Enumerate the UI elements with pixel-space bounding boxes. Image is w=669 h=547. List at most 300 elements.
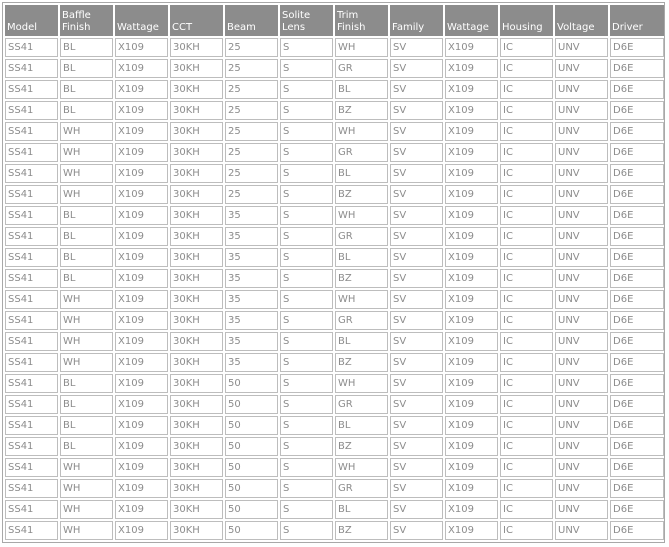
table-cell: X109 <box>445 353 498 372</box>
table-cell: UNV <box>555 311 608 330</box>
table-cell: S <box>280 101 333 120</box>
table-cell: IC <box>500 122 553 141</box>
table-cell: X109 <box>445 269 498 288</box>
table-cell: X109 <box>445 185 498 204</box>
table-cell: X109 <box>445 80 498 99</box>
table-cell: BL <box>60 206 113 225</box>
table-cell: BL <box>335 80 388 99</box>
table-cell: SS41 <box>5 206 58 225</box>
table-cell: D6E <box>610 290 664 309</box>
table-cell: IC <box>500 59 553 78</box>
table-cell: S <box>280 38 333 57</box>
column-header-baffle-finish: Baffle Finish <box>60 5 113 36</box>
table-cell: UNV <box>555 353 608 372</box>
table-cell: S <box>280 185 333 204</box>
table-cell: BL <box>60 395 113 414</box>
table-cell: IC <box>500 269 553 288</box>
table-cell: X109 <box>445 521 498 540</box>
table-cell: D6E <box>610 395 664 414</box>
table-cell: X109 <box>115 479 168 498</box>
table-cell: GR <box>335 479 388 498</box>
table-cell: D6E <box>610 248 664 267</box>
table-cell: IC <box>500 374 553 393</box>
table-cell: SS41 <box>5 101 58 120</box>
table-cell: 35 <box>225 269 278 288</box>
table-cell: BZ <box>335 185 388 204</box>
table-cell: X109 <box>445 206 498 225</box>
table-cell: WH <box>60 164 113 183</box>
table-cell: S <box>280 227 333 246</box>
table-cell: 30KH <box>170 458 223 477</box>
table-cell: D6E <box>610 374 664 393</box>
table-cell: SV <box>390 80 443 99</box>
table-cell: SV <box>390 38 443 57</box>
table-cell: SS41 <box>5 38 58 57</box>
table-cell: 30KH <box>170 374 223 393</box>
table-cell: UNV <box>555 101 608 120</box>
table-cell: X109 <box>445 101 498 120</box>
table-row <box>5 374 664 393</box>
table-row <box>5 437 664 456</box>
table-cell: BZ <box>335 521 388 540</box>
table-cell: 30KH <box>170 59 223 78</box>
table-cell: D6E <box>610 206 664 225</box>
table-cell: SS41 <box>5 500 58 519</box>
table-cell: 30KH <box>170 311 223 330</box>
table-cell: D6E <box>610 500 664 519</box>
table-cell: S <box>280 59 333 78</box>
table-cell: X109 <box>445 248 498 267</box>
table-cell: BL <box>335 164 388 183</box>
table-cell: X109 <box>115 374 168 393</box>
table-cell: SV <box>390 185 443 204</box>
table-cell: IC <box>500 164 553 183</box>
table-row <box>5 458 664 477</box>
table-cell: WH <box>60 122 113 141</box>
table-row <box>5 500 664 519</box>
table-cell: IC <box>500 479 553 498</box>
table-cell: 25 <box>225 59 278 78</box>
table-cell: S <box>280 521 333 540</box>
table-cell: UNV <box>555 143 608 162</box>
table-cell: UNV <box>555 374 608 393</box>
table-cell: GR <box>335 227 388 246</box>
table-cell: SV <box>390 374 443 393</box>
table-row <box>5 353 664 372</box>
table-cell: WH <box>335 458 388 477</box>
table-cell: 50 <box>225 458 278 477</box>
table-cell: 30KH <box>170 353 223 372</box>
table-cell: UNV <box>555 500 608 519</box>
table-cell: 30KH <box>170 437 223 456</box>
table-cell: BL <box>60 80 113 99</box>
table-cell: X109 <box>445 479 498 498</box>
table-cell: SV <box>390 458 443 477</box>
table-cell: WH <box>60 143 113 162</box>
table-cell: BL <box>60 101 113 120</box>
table-cell: BZ <box>335 353 388 372</box>
table-cell: 35 <box>225 353 278 372</box>
table-cell: 50 <box>225 437 278 456</box>
table-cell: SS41 <box>5 458 58 477</box>
table-cell: SS41 <box>5 416 58 435</box>
table-cell: WH <box>60 332 113 351</box>
table-body <box>5 38 664 540</box>
table-cell: SS41 <box>5 479 58 498</box>
table-cell: UNV <box>555 38 608 57</box>
table-cell: X109 <box>115 437 168 456</box>
table-cell: SS41 <box>5 80 58 99</box>
table-cell: X109 <box>445 38 498 57</box>
table-cell: 35 <box>225 332 278 351</box>
table-row <box>5 269 664 288</box>
column-header-family: Family <box>390 5 443 36</box>
table-cell: X109 <box>445 458 498 477</box>
table-cell: S <box>280 122 333 141</box>
table-cell: D6E <box>610 227 664 246</box>
table-cell: SS41 <box>5 227 58 246</box>
table-cell: 50 <box>225 416 278 435</box>
table-cell: S <box>280 353 333 372</box>
table-cell: SS41 <box>5 269 58 288</box>
table-cell: SS41 <box>5 437 58 456</box>
table-cell: S <box>280 269 333 288</box>
table-cell: BL <box>60 59 113 78</box>
table-cell: X109 <box>445 416 498 435</box>
table-cell: SS41 <box>5 290 58 309</box>
table-cell: SV <box>390 59 443 78</box>
table-cell: SV <box>390 143 443 162</box>
table-row <box>5 122 664 141</box>
table-row <box>5 80 664 99</box>
table-cell: X109 <box>115 206 168 225</box>
table-cell: S <box>280 395 333 414</box>
table-cell: UNV <box>555 395 608 414</box>
table-cell: UNV <box>555 437 608 456</box>
table-cell: IC <box>500 248 553 267</box>
table-cell: S <box>280 458 333 477</box>
table-cell: 30KH <box>170 500 223 519</box>
table-cell: UNV <box>555 521 608 540</box>
table-cell: S <box>280 143 333 162</box>
table-cell: SV <box>390 290 443 309</box>
column-header-beam: Beam <box>225 5 278 36</box>
table-row <box>5 311 664 330</box>
table-cell: D6E <box>610 38 664 57</box>
table-row <box>5 206 664 225</box>
table-cell: X109 <box>445 143 498 162</box>
table-cell: 30KH <box>170 143 223 162</box>
table-cell: WH <box>335 38 388 57</box>
table-cell: X109 <box>115 101 168 120</box>
table-cell: SS41 <box>5 311 58 330</box>
table-cell: BL <box>60 374 113 393</box>
table-cell: S <box>280 479 333 498</box>
table-cell: SS41 <box>5 374 58 393</box>
table-cell: 50 <box>225 521 278 540</box>
table-cell: 30KH <box>170 290 223 309</box>
table-cell: WH <box>60 353 113 372</box>
table-cell: BL <box>60 437 113 456</box>
table-cell: IC <box>500 143 553 162</box>
table-cell: WH <box>335 122 388 141</box>
table-cell: UNV <box>555 206 608 225</box>
table-cell: X109 <box>115 269 168 288</box>
table-cell: UNV <box>555 122 608 141</box>
table-cell: SV <box>390 521 443 540</box>
table-cell: SS41 <box>5 122 58 141</box>
table-row <box>5 143 664 162</box>
table-cell: UNV <box>555 458 608 477</box>
table-cell: UNV <box>555 227 608 246</box>
table-cell: 30KH <box>170 80 223 99</box>
table-cell: X109 <box>115 185 168 204</box>
table-cell: BL <box>60 269 113 288</box>
table-cell: BZ <box>335 437 388 456</box>
table-cell: S <box>280 416 333 435</box>
table-row <box>5 164 664 183</box>
table-cell: X109 <box>115 122 168 141</box>
table-row <box>5 416 664 435</box>
table-cell: IC <box>500 353 553 372</box>
table-row <box>5 59 664 78</box>
table-cell: 30KH <box>170 479 223 498</box>
table-cell: BL <box>335 500 388 519</box>
table-row <box>5 290 664 309</box>
table-cell: X109 <box>115 80 168 99</box>
table-cell: 25 <box>225 38 278 57</box>
table-cell: IC <box>500 38 553 57</box>
table-cell: X109 <box>445 59 498 78</box>
table-cell: SV <box>390 479 443 498</box>
table-cell: 30KH <box>170 395 223 414</box>
table-cell: X109 <box>115 332 168 351</box>
table-cell: 50 <box>225 395 278 414</box>
column-header-cct: CCT <box>170 5 223 36</box>
table-row <box>5 101 664 120</box>
table-cell: SV <box>390 416 443 435</box>
table-cell: D6E <box>610 269 664 288</box>
table-cell: WH <box>60 479 113 498</box>
table-cell: SS41 <box>5 164 58 183</box>
table-cell: IC <box>500 332 553 351</box>
table-cell: D6E <box>610 101 664 120</box>
table-cell: 30KH <box>170 332 223 351</box>
table-cell: X109 <box>115 521 168 540</box>
table-cell: 25 <box>225 164 278 183</box>
table-cell: 30KH <box>170 269 223 288</box>
table-cell: D6E <box>610 143 664 162</box>
table-cell: UNV <box>555 269 608 288</box>
table-cell: UNV <box>555 80 608 99</box>
table-cell: 35 <box>225 248 278 267</box>
column-header-housing: Housing <box>500 5 553 36</box>
ordering-table-frame <box>2 2 665 543</box>
table-cell: WH <box>60 521 113 540</box>
table-cell: WH <box>335 374 388 393</box>
table-cell: X109 <box>115 290 168 309</box>
table-cell: X109 <box>445 290 498 309</box>
table-row <box>5 185 664 204</box>
table-cell: SV <box>390 437 443 456</box>
table-cell: UNV <box>555 332 608 351</box>
table-cell: D6E <box>610 479 664 498</box>
table-cell: UNV <box>555 59 608 78</box>
table-cell: 30KH <box>170 521 223 540</box>
table-cell: BL <box>335 416 388 435</box>
table-cell: SV <box>390 122 443 141</box>
table-cell: X109 <box>445 164 498 183</box>
table-cell: X109 <box>115 458 168 477</box>
table-cell: BL <box>60 227 113 246</box>
table-cell: 35 <box>225 311 278 330</box>
table-cell: 30KH <box>170 227 223 246</box>
table-cell: X109 <box>445 122 498 141</box>
table-cell: SS41 <box>5 521 58 540</box>
table-cell: 30KH <box>170 164 223 183</box>
table-cell: X109 <box>445 332 498 351</box>
table-row <box>5 521 664 540</box>
table-cell: SV <box>390 164 443 183</box>
table-cell: X109 <box>115 38 168 57</box>
table-cell: IC <box>500 206 553 225</box>
table-cell: BZ <box>335 269 388 288</box>
table-cell: IC <box>500 101 553 120</box>
table-cell: 30KH <box>170 185 223 204</box>
column-header-model: Model <box>5 5 58 36</box>
table-cell: S <box>280 206 333 225</box>
table-cell: SS41 <box>5 395 58 414</box>
table-cell: IC <box>500 185 553 204</box>
table-cell: 50 <box>225 479 278 498</box>
table-cell: SV <box>390 500 443 519</box>
table-cell: IC <box>500 227 553 246</box>
table-cell: X109 <box>445 437 498 456</box>
table-cell: WH <box>60 500 113 519</box>
table-cell: UNV <box>555 479 608 498</box>
table-cell: BL <box>60 38 113 57</box>
table-cell: X109 <box>115 164 168 183</box>
table-row <box>5 479 664 498</box>
header-row <box>5 5 664 36</box>
table-cell: 30KH <box>170 416 223 435</box>
column-header-driver: Driver <box>610 5 664 36</box>
table-cell: SV <box>390 206 443 225</box>
table-cell: 25 <box>225 101 278 120</box>
table-cell: SV <box>390 311 443 330</box>
table-cell: SV <box>390 248 443 267</box>
table-cell: X109 <box>115 416 168 435</box>
column-header-solite-lens: Solite Lens <box>280 5 333 36</box>
table-cell: GR <box>335 311 388 330</box>
table-cell: X109 <box>115 353 168 372</box>
table-cell: S <box>280 437 333 456</box>
table-cell: X109 <box>445 500 498 519</box>
table-cell: SS41 <box>5 332 58 351</box>
table-cell: X109 <box>445 374 498 393</box>
table-cell: BL <box>335 332 388 351</box>
table-cell: GR <box>335 395 388 414</box>
table-cell: X109 <box>115 227 168 246</box>
table-cell: D6E <box>610 437 664 456</box>
table-cell: S <box>280 80 333 99</box>
table-cell: WH <box>60 311 113 330</box>
table-cell: 50 <box>225 374 278 393</box>
table-cell: SS41 <box>5 248 58 267</box>
table-cell: S <box>280 290 333 309</box>
table-cell: SS41 <box>5 185 58 204</box>
table-cell: 50 <box>225 500 278 519</box>
table-cell: BL <box>60 416 113 435</box>
table-cell: X109 <box>115 59 168 78</box>
table-cell: GR <box>335 59 388 78</box>
table-cell: 30KH <box>170 248 223 267</box>
table-cell: WH <box>60 458 113 477</box>
table-cell: 30KH <box>170 122 223 141</box>
table-cell: 25 <box>225 122 278 141</box>
table-cell: IC <box>500 500 553 519</box>
table-cell: X109 <box>115 311 168 330</box>
table-cell: S <box>280 164 333 183</box>
table-cell: D6E <box>610 332 664 351</box>
table-cell: S <box>280 311 333 330</box>
table-cell: S <box>280 374 333 393</box>
table-cell: UNV <box>555 185 608 204</box>
table-cell: D6E <box>610 164 664 183</box>
column-header-trim-finish: Trim Finish <box>335 5 388 36</box>
table-cell: 25 <box>225 143 278 162</box>
table-cell: 25 <box>225 80 278 99</box>
table-cell: 30KH <box>170 101 223 120</box>
table-cell: D6E <box>610 458 664 477</box>
table-cell: D6E <box>610 80 664 99</box>
column-header-voltage: Voltage <box>555 5 608 36</box>
table-cell: SV <box>390 269 443 288</box>
table-cell: IC <box>500 458 553 477</box>
table-row <box>5 248 664 267</box>
table-cell: IC <box>500 416 553 435</box>
table-cell: IC <box>500 80 553 99</box>
table-cell: X109 <box>115 500 168 519</box>
table-cell: UNV <box>555 164 608 183</box>
table-cell: UNV <box>555 416 608 435</box>
table-row <box>5 227 664 246</box>
table-cell: SV <box>390 353 443 372</box>
table-cell: SV <box>390 332 443 351</box>
table-cell: D6E <box>610 185 664 204</box>
table-cell: WH <box>60 290 113 309</box>
table-cell: 35 <box>225 290 278 309</box>
table-cell: IC <box>500 290 553 309</box>
table-cell: 25 <box>225 185 278 204</box>
table-cell: X109 <box>115 395 168 414</box>
table-cell: D6E <box>610 59 664 78</box>
table-cell: WH <box>60 185 113 204</box>
table-cell: IC <box>500 311 553 330</box>
table-cell: BZ <box>335 101 388 120</box>
table-cell: UNV <box>555 290 608 309</box>
table-cell: D6E <box>610 122 664 141</box>
table-row <box>5 332 664 351</box>
table-cell: IC <box>500 395 553 414</box>
table-cell: 30KH <box>170 38 223 57</box>
table-cell: WH <box>335 206 388 225</box>
table-cell: X109 <box>115 248 168 267</box>
table-cell: SS41 <box>5 143 58 162</box>
table-cell: IC <box>500 437 553 456</box>
column-header-wattage: Wattage <box>115 5 168 36</box>
table-cell: D6E <box>610 416 664 435</box>
